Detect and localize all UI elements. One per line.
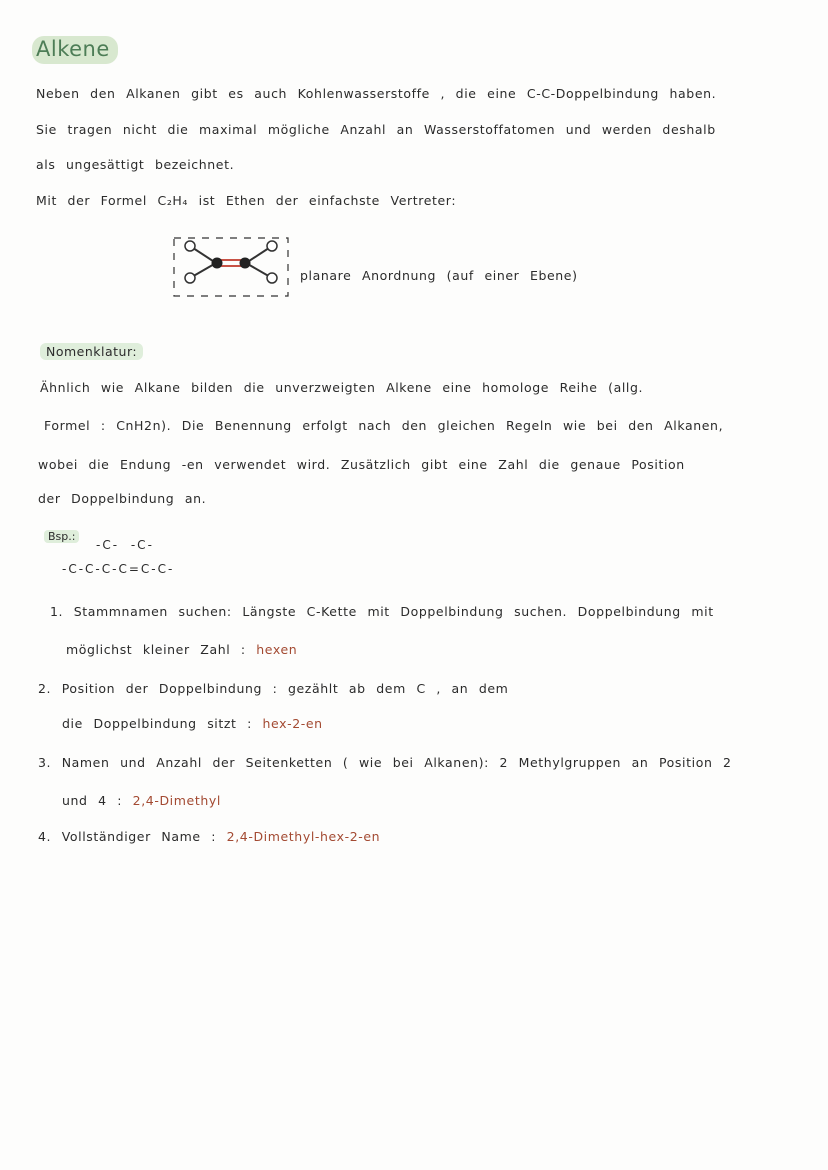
hydrogen-atom [267,241,277,251]
step-3-text: und 4 : [62,793,123,808]
step-2-line-2 [62,716,323,731]
step-1-text: möglichst kleiner Zahl : [66,642,246,657]
nomenclature-line-2: Formel : CnH2n). Die Benennung erfolgt nach den gleichen Regeln wie bei den Alkanen, [44,418,724,433]
step-3-answer: 2,4-Dimethyl [132,793,221,808]
step-3-line-1: 3. Namen und Anzahl der Seitenketten ( wie bei Alkanen): 2 Methylgruppen an Position 2 [38,755,732,770]
structure-main: -C-C-C-C=C-C- [62,562,175,576]
carbon-atom [212,258,223,269]
ethene-caption: planare Anordnung (auf einer Ebene) [300,268,578,283]
structure-top: -C- -C- [96,538,154,552]
intro-line-2: Sie tragen nicht die maximal mögliche Anzahl an Wasserstoffatomen und werden deshalb [36,122,716,137]
carbon-atom [240,258,251,269]
step-1-line-1: 1. Stammnamen suchen: Längste C-Kette mit Doppelbindung suchen. Doppelbindung mit [50,604,714,619]
intro-line-3: als ungesättigt bezeichnet. [36,157,235,172]
step-4-answer: 2,4-Dimethyl-hex-2-en [226,829,381,844]
page-title: Alkene [32,36,118,64]
nomenclature-line-1: Ähnlich wie Alkane bilden die unverzweigten Alkene eine homologe Reihe (allg. [40,380,644,395]
hydrogen-atom [185,273,195,283]
step-1-line-2 [66,642,297,657]
intro-line-4: Mit der Formel C₂H₄ ist Ethen der einfachste Vertreter: [36,193,457,208]
step-4-text: 4. Vollständiger Name : [38,829,217,844]
hydrogen-atom [267,273,277,283]
step-2-line-1: 2. Position der Doppelbindung : gezählt ab dem C , an dem [38,681,509,696]
nomenclature-line-3: wobei die Endung -en verwendet wird. Zusätzlich gibt eine Zahl die genaue Position [38,457,685,472]
step-2-text: die Doppelbindung sitzt : [62,716,252,731]
step-3-line-2 [62,793,221,808]
hydrogen-atom [185,241,195,251]
example-label: Bsp.: [44,530,79,543]
step-1-answer: hexen [256,642,298,657]
nomenclature-line-4: der Doppelbindung an. [38,491,207,506]
step-4-line [38,829,380,844]
nomenclature-heading: Nomenklatur: [40,343,143,360]
ethene-diagram [168,232,308,302]
intro-line-1: Neben den Alkanen gibt es auch Kohlenwasserstoffe , die eine C-C-Doppelbindung haben. [36,86,717,101]
step-2-answer: hex-2-en [262,716,323,731]
